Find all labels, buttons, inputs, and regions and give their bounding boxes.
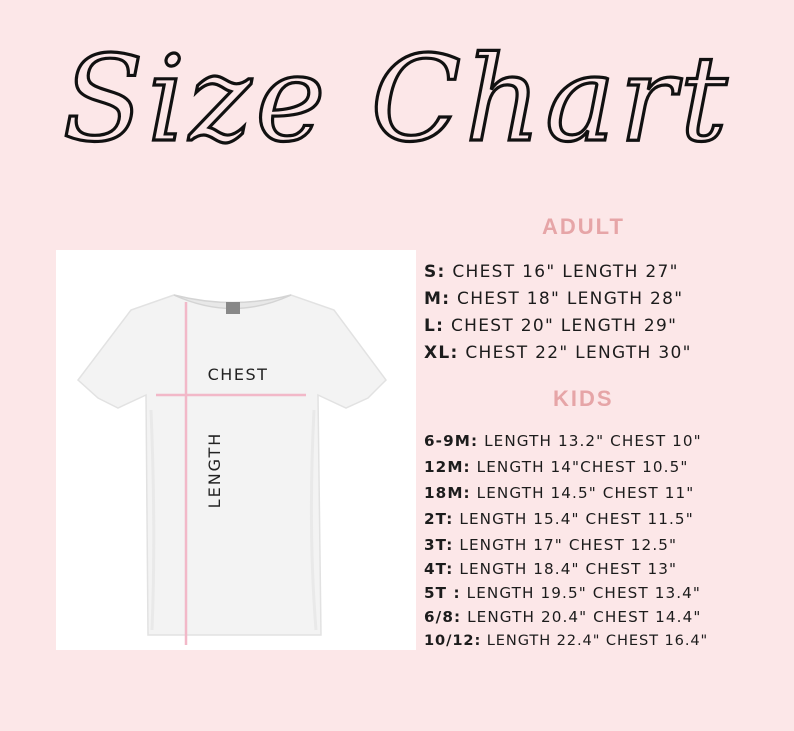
kids-row [424, 510, 694, 528]
size-label: 6/8: [424, 608, 462, 626]
adult-row [424, 262, 679, 282]
size-label: L: [424, 316, 445, 336]
kids-row [424, 536, 677, 554]
size-label: 3T: [424, 536, 454, 554]
kids-row [424, 608, 701, 626]
kids-heading: KIDS [553, 386, 614, 411]
size-label: M: [424, 289, 451, 309]
size-measure: LENGTH 20.4" CHEST 14.4" [461, 608, 702, 626]
size-measure: LENGTH 15.4" CHEST 11.5" [453, 510, 694, 528]
title-text: Size Chart [62, 30, 732, 168]
size-label: 6-9M: [424, 432, 479, 450]
adult-row [424, 289, 683, 309]
kids-row [424, 632, 708, 649]
kids-row [424, 458, 688, 476]
kids-row [424, 484, 694, 502]
size-label: 4T: [424, 560, 454, 578]
adult-heading: ADULT [542, 214, 625, 239]
size-measure: LENGTH 18.4" CHEST 13" [453, 560, 678, 578]
kids-row [424, 584, 701, 602]
adult-row [424, 343, 692, 363]
size-measure: LENGTH 14.5" CHEST 11" [470, 484, 695, 502]
size-measure: CHEST 22" LENGTH 30" [458, 343, 692, 363]
size-label: 2T: [424, 510, 454, 528]
size-label: S: [424, 262, 446, 282]
kids-row [424, 432, 702, 450]
size-label: XL: [424, 343, 459, 363]
size-measure: LENGTH 13.2" CHEST 10" [478, 432, 702, 450]
title-script [0, 30, 794, 200]
tshirt-photo [56, 250, 416, 650]
tshirt-shape [78, 295, 386, 635]
size-measure: LENGTH 17" CHEST 12.5" [453, 536, 678, 554]
size-label: 5T : [424, 584, 461, 602]
size-chart-title [0, 30, 794, 200]
size-label: 10/12: [424, 632, 482, 649]
tshirt-diagram [56, 250, 416, 650]
size-label: 12M: [424, 458, 471, 476]
size-measure: LENGTH 19.5" CHEST 13.4" [460, 584, 701, 602]
adult-row [424, 316, 677, 336]
size-label: 18M: [424, 484, 471, 502]
size-measure: LENGTH 14"CHEST 10.5" [470, 458, 689, 476]
size-measure: CHEST 18" LENGTH 28" [450, 289, 684, 309]
size-measure: CHEST 20" LENGTH 29" [444, 316, 678, 336]
chest-label: CHEST [207, 365, 269, 384]
size-measure: CHEST 16" LENGTH 27" [445, 262, 679, 282]
length-label: LENGTH [205, 431, 224, 509]
tshirt-tag [226, 302, 240, 314]
kids-row [424, 560, 677, 578]
size-measure: LENGTH 22.4" CHEST 16.4" [481, 632, 709, 649]
